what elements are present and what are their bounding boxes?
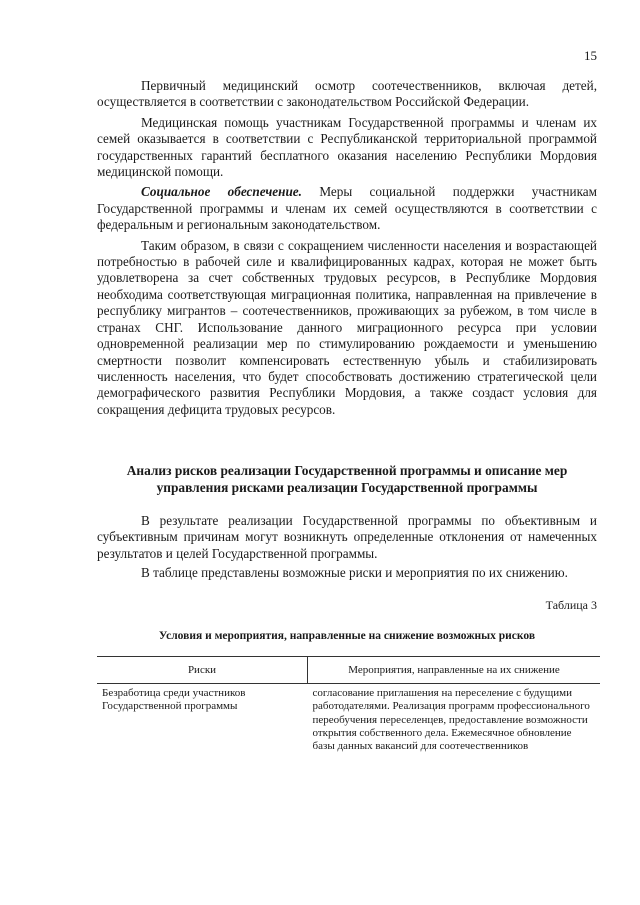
paragraph-medical-exam: Первичный медицинский осмотр соотечественников, включая детей, осуществляется в соответствии с законодательством Российской Федерации. bbox=[97, 78, 597, 110]
paragraph-conclusion: Таким образом, в связи с сокращением численности населения и возрастающей потребностью в рабочей силе и квалифицированных кадрах, которая не может быть удовлетворена за счет собственных трудовых ресурсов, в Республике Мордовия необходима соответствующая миграционная политика, направленная на привлечение в республику мигрантов – соотечественников, проживающих за рубежом, в том числе в странах СНГ. Использование данного миграционного ресурса при условии одновременной реализации мер по стимулированию рождаемости и уменьшению смертности позволит компенсировать естественную убыль и стабилизировать численность населения, что будет способствовать достижению стратегической цели демографического развития Республики Мордовия, а также создаст условия для сокращения дефицита трудовых ресурсов. bbox=[97, 237, 597, 417]
paragraph-deviations: В результате реализации Государственной программы по объективным и субъективным причинам могут возникнуть определенные отклонения от намеченных результатов и целей Государственной программы. bbox=[97, 513, 597, 561]
measures-cell: согласование приглашения на переселение с будущими работодателями. Реализация программ профессионального переобучения переселенцев, предоставление возможности открытия собственного дела. Ежемесячное обновление базы данных вакансий для соотечественников bbox=[312, 687, 590, 753]
social-text: Меры социальной поддержки участникам Государственной программы и членам их семей осуществляются в соответствии с федеральным и региональным законодательством. bbox=[97, 184, 598, 233]
section-body bbox=[97, 513, 597, 582]
table-row bbox=[97, 684, 600, 757]
social-title: Социальное обеспечение. bbox=[141, 184, 302, 200]
section-heading: Анализ рисков реализации Государственной программы и описание мер управления рисками реализации Государственной программы bbox=[126, 463, 568, 495]
risk-cell: Безработица среди участников Государственной программы bbox=[102, 687, 246, 713]
table-number: Таблица 3 bbox=[545, 598, 597, 612]
paragraph-medical-care: Медицинская помощь участникам Государственной программы и членам их семей оказывается в соответствии с Республиканской территориальной программой государственных гарантий бесплатного оказания населению Республики Мордовия медицинской помощи. bbox=[97, 114, 597, 180]
header-measures: Мероприятия, направленные на их снижение bbox=[308, 657, 601, 684]
paragraph-table-intro: В таблице представлены возможные риски и мероприятия по их снижению. bbox=[141, 565, 568, 581]
table-caption: Условия и мероприятия, направленные на снижение возможных рисков bbox=[158, 630, 536, 642]
page-number: 15 bbox=[584, 48, 597, 63]
header-risks: Риски bbox=[97, 657, 308, 684]
body-text bbox=[97, 78, 597, 418]
table-header-row bbox=[97, 657, 600, 684]
paragraph-social bbox=[97, 184, 597, 233]
risk-table bbox=[97, 656, 600, 756]
